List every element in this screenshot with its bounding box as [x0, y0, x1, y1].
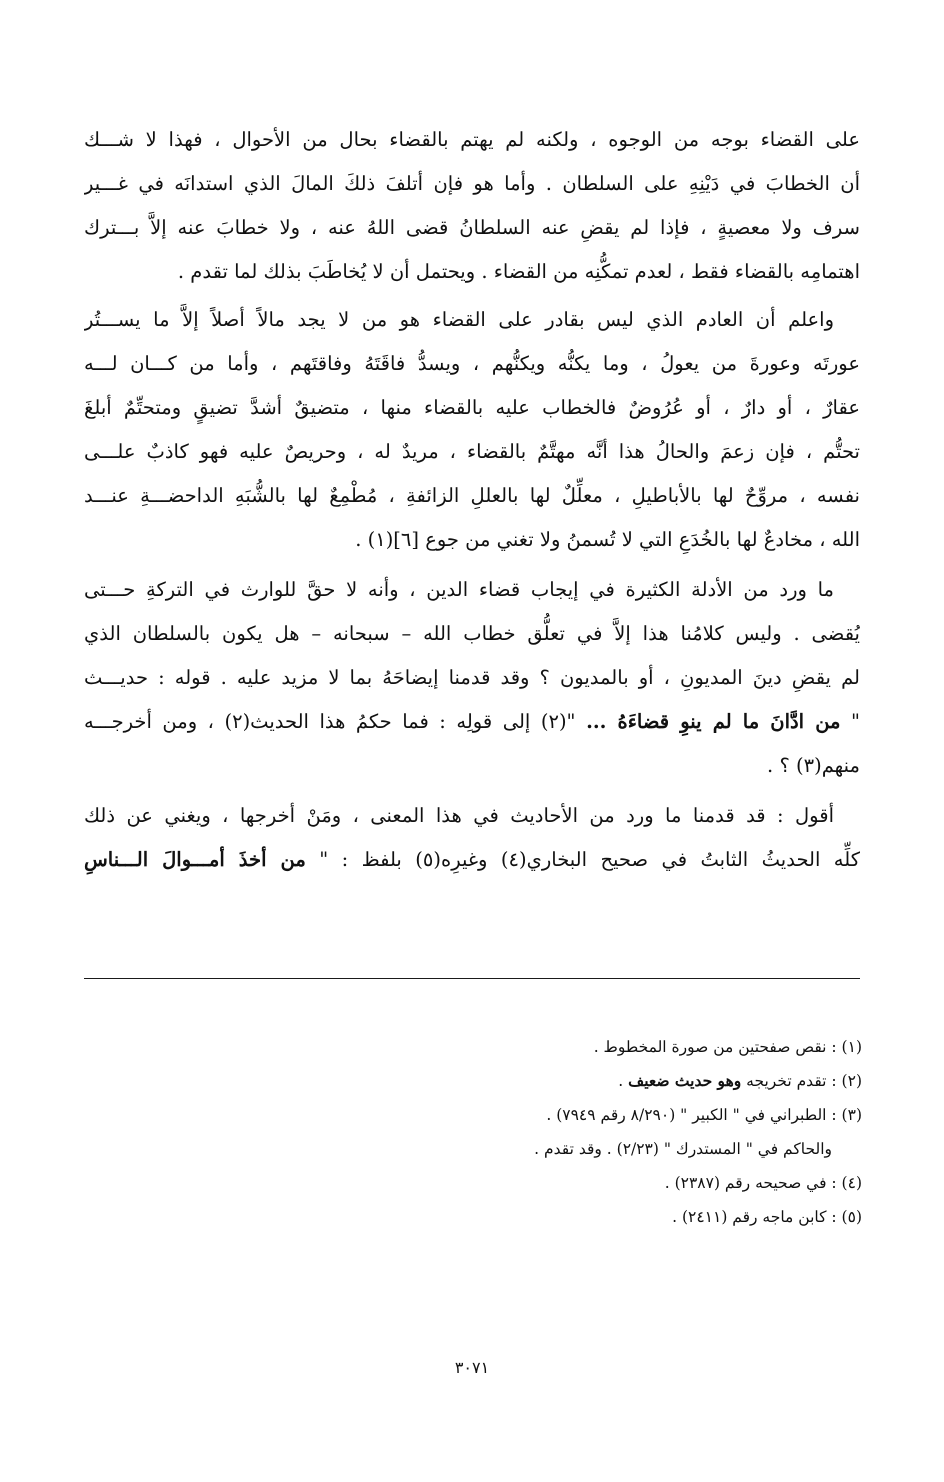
text-line: عقارٌ ، أو دارٌ ، أو عُرُوضٌ فالخطاب عليه بالقضاء منها ، متضيقٌ أشدَّ تضيقٍ ومتحتِّمٌ أبلغَ: [84, 396, 860, 419]
footnote-text: (٢) : تقدم تخريجه: [741, 1072, 862, 1090]
footnote-1: (١) : نقص صفحتين من صورة المخطوط .: [593, 1038, 862, 1056]
text-line: يُقضى . وليس كلامُنا هذا إلاَّ في تعلُّق خطاب الله – سبحانه – هل يكون بالسلطان الذي: [84, 622, 860, 645]
line-text: كلِّه الحديثُ الثابتُ في صحيح البخاري(٤) وغيرِه(٥) بلفظ : ": [305, 848, 860, 871]
footnote-4: (٤) : في صحيحه رقم (٢٣٨٧) .: [664, 1174, 862, 1192]
text-line: ما ورد من الأدلة الكثيرة في إيجاب قضاء الدين ، وأنه لا حقَّ للوارث في التركةِ حـــتى: [84, 578, 834, 601]
text-line: واعلم أن العادم الذي ليس بقادر على القضاء هو من لا يجد مالاً أصلاً إلاَّ ما يســـتُر: [84, 308, 834, 331]
hadith-quote-line: [84, 838, 860, 882]
footnote-end: .: [618, 1072, 629, 1090]
text-line: تحتُّم ، فإن زعمَ والحالُ هذا أنَّه مهتَّمٌ بالقضاء ، مريدٌ له ، وحريصٌ عليه فهو كاذبٌ علـــى: [84, 440, 860, 463]
paragraph-4: [84, 794, 860, 882]
footnote-2: [162, 1064, 862, 1098]
text-line: أن الخطابَ في دَيْنِهِ على السلطان . وأما هو فإن أتلفَ ذلكَ المالَ الذي استدانَه في غـــير: [84, 172, 860, 195]
quote-open: ": [840, 710, 860, 733]
paragraph-1: [84, 118, 860, 294]
paragraph-2: [84, 298, 860, 562]
main-text: [84, 118, 860, 882]
text-line: سرف ولا معصيةٍ ، فإذا لم يقضِ عنه السلطانُ قضى اللهُ عنه ، ولا خطابَ عنه إلاَّ بـــترك: [84, 216, 860, 239]
footnote-bold: وهو حديث ضعيف: [628, 1071, 742, 1090]
text-line: نفسه ، مروِّحٌ لها بالأباطيلِ ، معلِّلٌ لها بالعللِ الزائفةِ ، مُطْمِعٌ لها بالشُّبَهِ الداحضـــةِ عنـــد: [84, 484, 860, 507]
text-line: على القضاء بوجه من الوجوه ، ولكنه لم يهتم بالقضاء بحال من الأحوال ، فهذا لا شـــك: [84, 128, 860, 151]
text-line: أقول : قد قدمنا ما ورد من الأحاديث في هذا المعنى ، ومَنْ أخرجها ، ويغني عن ذلك: [84, 804, 834, 827]
text-line: اهتمامِه بالقضاء فقط ، لعدم تمكُّنِه من القضاء . ويحتمل أن لا يُخاطَبَ بذلك لما تقدم .: [177, 260, 860, 283]
footnote-3-continued: والحاكم في " المستدرك " (٢/٢٣) . وقد تقدم .: [534, 1140, 832, 1158]
hadith-quote: من أخذَ أمـــوالَ الـــناسِ: [84, 848, 306, 871]
quote-rest: "(٢) إلى قولِه : فما حكمُ هذا الحديث(٢) ، ومن أخرجـــه: [84, 710, 587, 733]
text-line: منهم(٣) ؟ .: [767, 754, 860, 777]
footnotes: [162, 1030, 862, 1234]
page-number: ٣٠٧١: [454, 1358, 490, 1377]
hadith-quote: من ادَّانَ ما لم ينوِ قضاءَهُ ...: [586, 710, 841, 733]
footnote-divider: [84, 978, 860, 979]
footnote-5: (٥) : كابن ماجه رقم (٢٤١١) .: [672, 1208, 862, 1226]
footnote-3: (٣) : الطبراني في " الكبير " (٨/٢٩٠ رقم ٧٩٤٩) .: [546, 1106, 862, 1124]
hadith-quote-line: [84, 700, 860, 744]
text-line: عورتَه وعورةَ من يعولُ ، وما يكنُّه ويكنُّهم ، ويسدُّ فاقَتَهُ وفاقتَهم ، وأما من كـــان لـــه: [84, 352, 860, 375]
text-line: لم يقضِ دينَ المديونِ ، أو بالمديون ؟ وقد قدمنا إيضاحَهُ بما لا مزيد عليه . قوله : حديـــث: [84, 666, 860, 689]
text-line: الله ، مخادعٌ لها بالخُدَعِ التي لا تُسمنُ ولا تغني من جوع [٦](١) .: [355, 528, 860, 551]
paragraph-3: [84, 568, 860, 788]
